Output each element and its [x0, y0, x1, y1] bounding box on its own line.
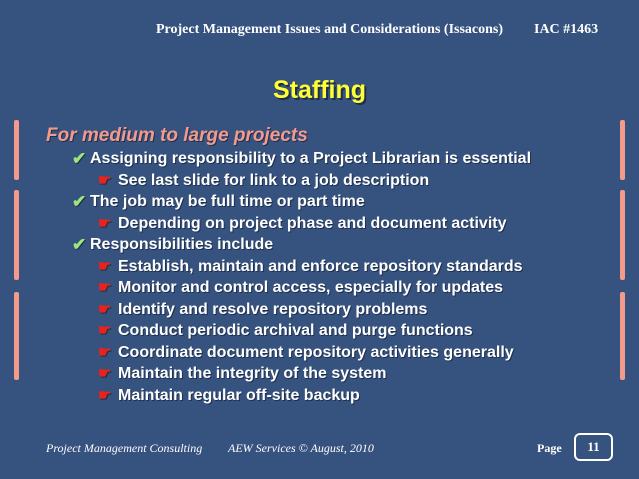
bullet-text: Responsibilities include: [90, 236, 274, 253]
pointing-hand-icon: ☛: [98, 171, 112, 189]
bullet-text: Identify and resolve repository problems: [118, 300, 428, 318]
bullet-text: Maintain regular off-site backup: [118, 386, 360, 404]
slide-content: [46, 124, 626, 406]
slide-title: Staffing: [272, 76, 367, 104]
footer-copyright: AEW Services © August, 2010: [228, 441, 374, 455]
bullet-list: [46, 148, 626, 406]
bullet-text: Coordinate document repository activities generally: [118, 343, 514, 361]
sub-bullet-item: [46, 363, 626, 385]
page-number-box: 11: [574, 433, 613, 461]
bullet-item: [46, 234, 626, 256]
sub-bullet-item: [46, 256, 626, 278]
sub-bullet-item: [46, 385, 626, 407]
pointing-hand-icon: ☛: [98, 279, 112, 296]
header-title: Project Management Issues and Considerations (Issacons): [156, 22, 504, 37]
bullet-text: Establish, maintain and enforce repository standards: [118, 257, 523, 275]
footer-company: Project Management Consulting: [46, 441, 203, 455]
sub-bullet-item: [46, 320, 626, 342]
footer-page-label: Page: [537, 441, 562, 455]
sub-bullet-item: [46, 299, 626, 321]
left-accent-bar-bottom: [14, 292, 19, 380]
left-accent-bar-top: [14, 120, 19, 180]
pointing-hand-icon: ☛: [98, 386, 112, 404]
sub-bullet-item: [46, 342, 626, 364]
sub-bullet-item: [46, 170, 626, 192]
left-accent-bar-middle: [14, 190, 19, 280]
bullet-text: See last slide for link to a job description: [118, 171, 430, 189]
bullet-item: [46, 191, 626, 213]
pointing-hand-icon: ☛: [98, 257, 112, 275]
check-icon: ✔: [72, 149, 87, 168]
pointing-hand-icon: ☛: [98, 343, 112, 361]
bullet-text: Depending on project phase and document activity: [118, 214, 507, 232]
sub-bullet-item: [46, 277, 626, 299]
bullet-item: [46, 148, 626, 170]
bullet-text: Monitor and control access, especially for updates: [118, 279, 503, 296]
header-id: IAC #1463: [534, 22, 599, 37]
bullet-text: The job may be full time or part time: [90, 193, 365, 210]
check-icon: ✔: [72, 235, 87, 254]
check-icon: ✔: [72, 192, 87, 211]
pointing-hand-icon: ☛: [98, 214, 112, 232]
sub-bullet-item: [46, 213, 626, 235]
bullet-text: Conduct periodic archival and purge functions: [118, 322, 473, 339]
bullet-text: Assigning responsibility to a Project Librarian is essential: [90, 150, 532, 167]
section-heading: For medium to large projects: [46, 125, 308, 146]
pointing-hand-icon: ☛: [98, 322, 112, 339]
pointing-hand-icon: ☛: [98, 300, 112, 318]
pointing-hand-icon: ☛: [98, 365, 112, 382]
bullet-text: Maintain the integrity of the system: [118, 365, 387, 382]
